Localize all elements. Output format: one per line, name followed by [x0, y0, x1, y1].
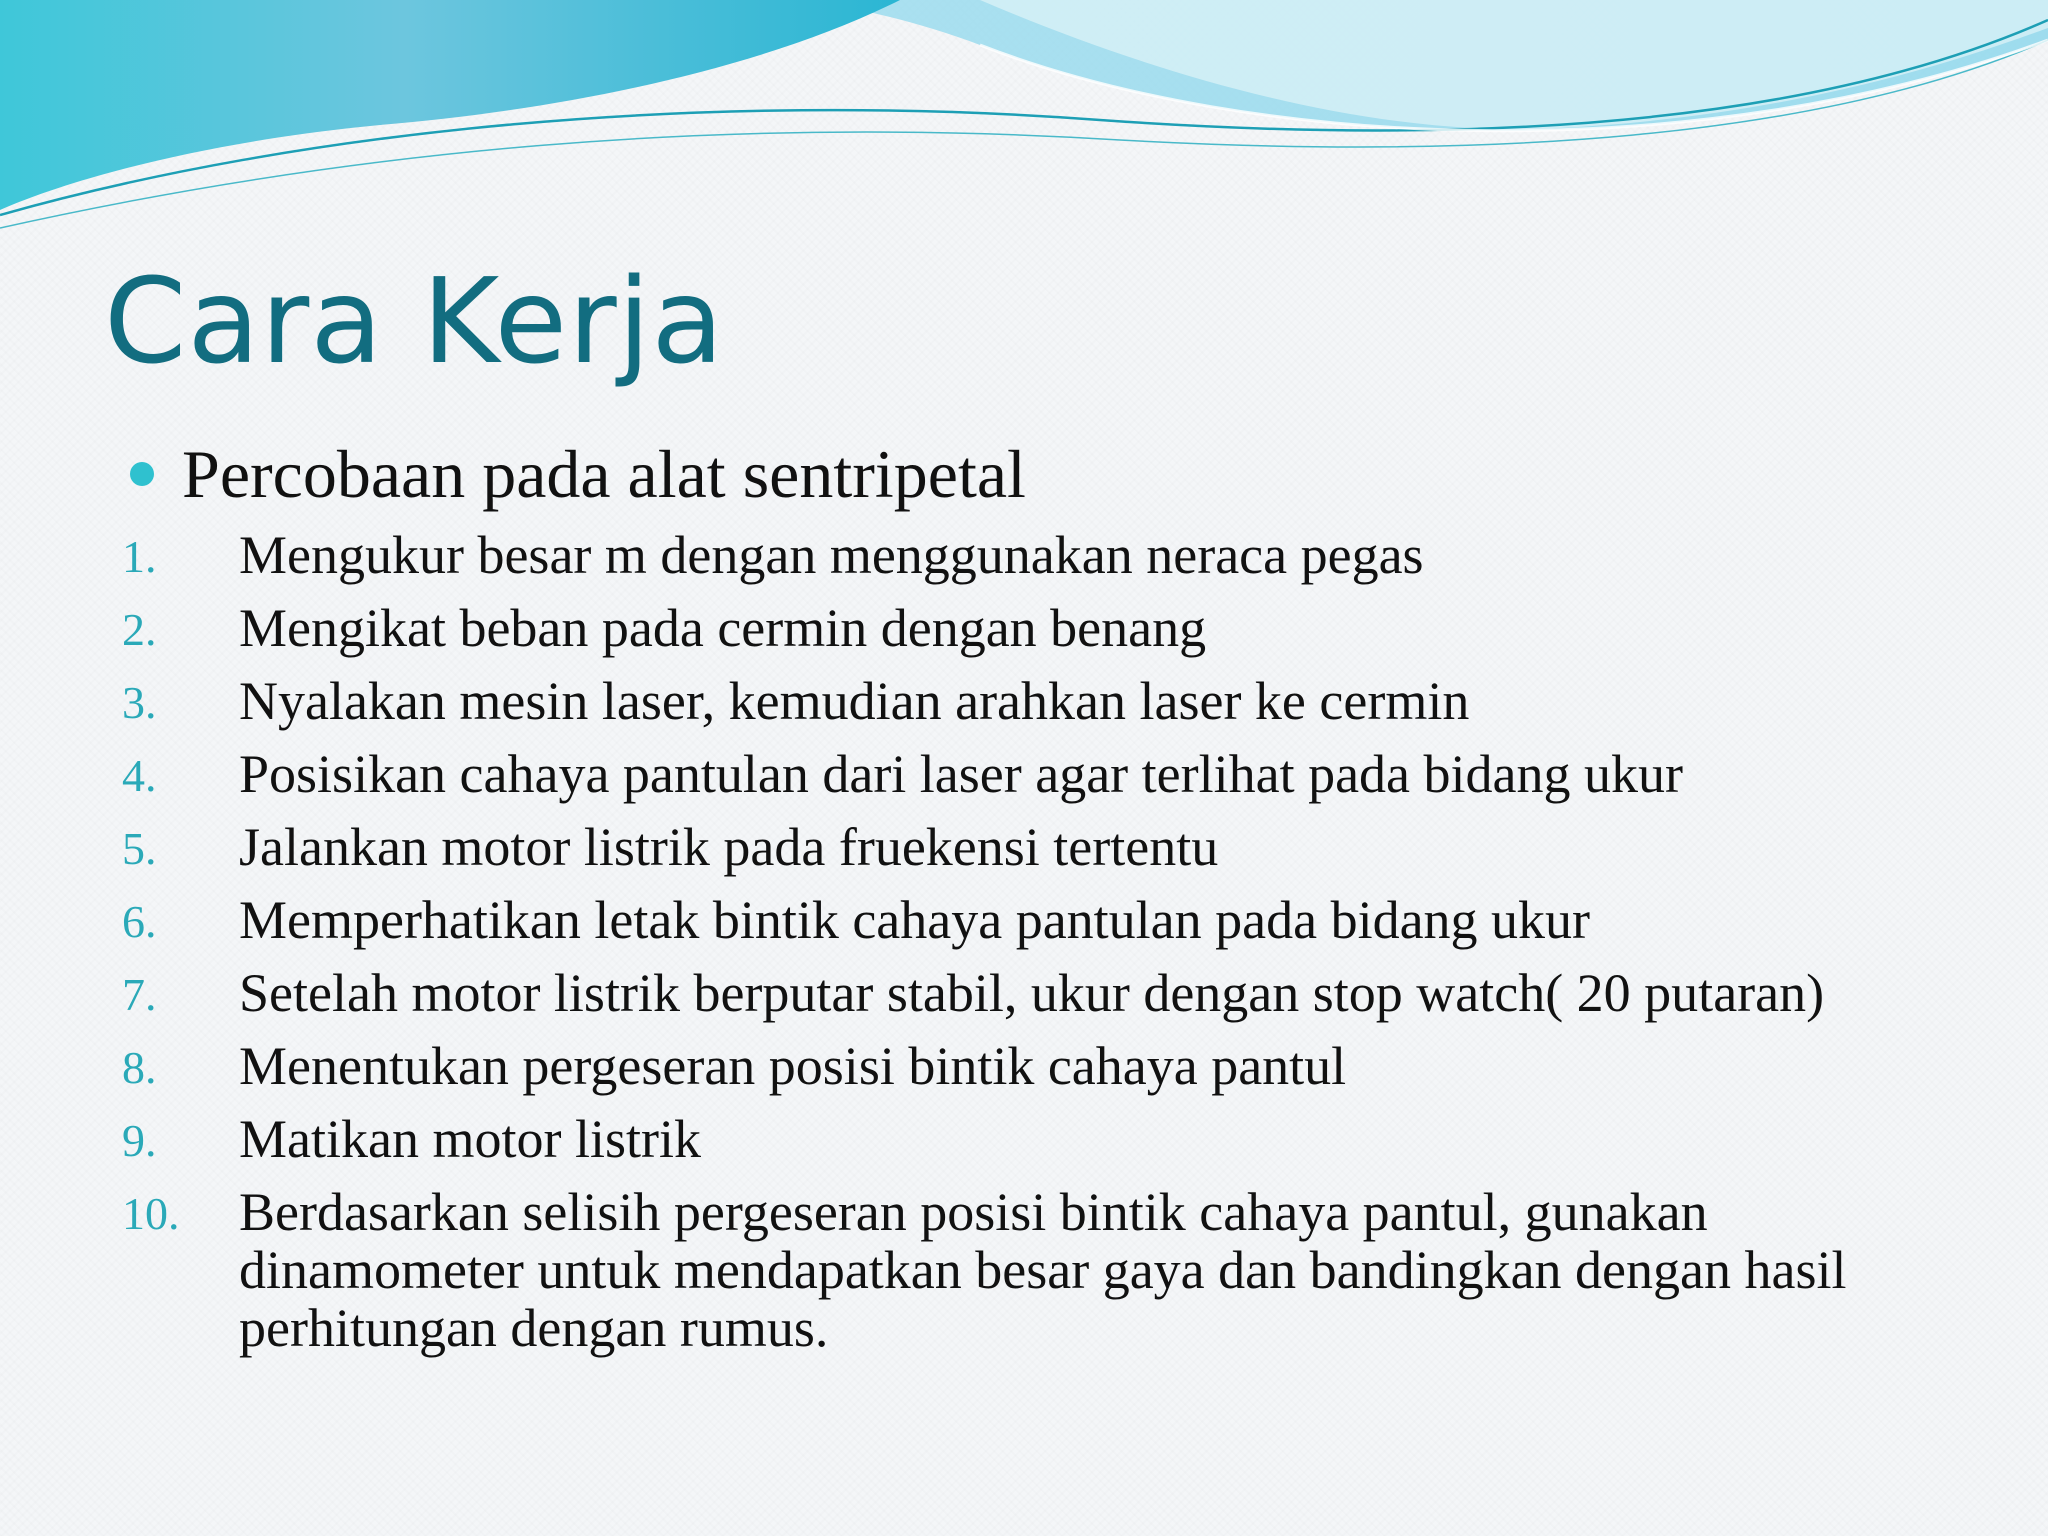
step-text: Nyalakan mesin laser, kemudian arahkan laser ke cermin — [239, 671, 1470, 731]
step-text: Matikan motor listrik — [239, 1109, 701, 1169]
step-text: Menentukan pergeseran posisi bintik cahaya pantul — [239, 1036, 1347, 1096]
list-item — [122, 1110, 2002, 1170]
step-text: Posisikan cahaya pantulan dari laser agar terlihat pada bidang ukur — [239, 744, 1683, 804]
step-number: 3. — [122, 677, 157, 728]
slide-title: Cara Kerja — [104, 252, 725, 390]
list-item — [122, 672, 2002, 732]
step-number: 8. — [122, 1042, 157, 1093]
step-number: 6. — [122, 896, 157, 947]
step-number: 2. — [122, 604, 157, 655]
step-text: Mengukur besar m dengan menggunakan neraca pegas — [239, 525, 1424, 585]
list-item — [122, 891, 2002, 951]
step-text: Berdasarkan selisih pergeseran posisi bintik cahaya pantul, gunakan dinamometer untuk mendapatkan besar gaya dan bandingkan dengan hasil perhitungan dengan rumus. — [239, 1182, 1847, 1358]
step-text: Jalankan motor listrik pada fruekensi tertentu — [239, 817, 1219, 877]
bullet-text: Percobaan pada alat sentripetal — [182, 436, 1026, 512]
list-item — [122, 526, 2002, 586]
list-item — [122, 599, 2002, 659]
step-number: 7. — [122, 969, 157, 1020]
list-item — [122, 818, 2002, 878]
list-item — [122, 964, 2002, 1024]
bullet-dot-icon — [130, 462, 154, 486]
list-item — [122, 745, 2002, 805]
step-number: 4. — [122, 750, 157, 801]
list-item — [122, 1037, 2002, 1097]
step-text: Setelah motor listrik berputar stabil, ukur dengan stop watch( 20 putaran) — [239, 963, 1825, 1023]
list-item — [122, 1183, 2002, 1357]
step-number: 9. — [122, 1115, 157, 1166]
header-wave-decoration — [0, 0, 2048, 240]
step-number: 10. — [122, 1188, 180, 1239]
step-number: 1. — [122, 531, 157, 582]
steps-list — [122, 526, 2002, 1370]
step-text: Mengikat beban pada cermin dengan benang — [239, 598, 1207, 658]
step-number: 5. — [122, 823, 157, 874]
bullet-item — [130, 436, 1026, 512]
step-text: Memperhatikan letak bintik cahaya pantulan pada bidang ukur — [239, 890, 1591, 950]
